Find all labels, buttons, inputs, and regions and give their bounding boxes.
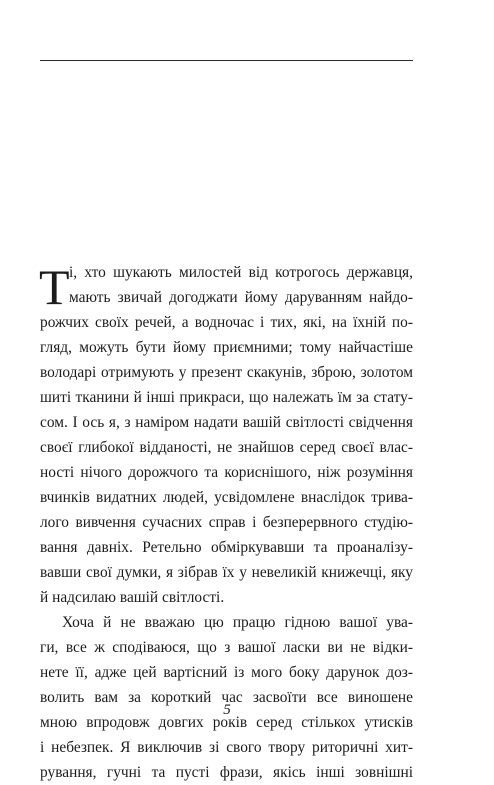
text-line: володарі отримують у презент скакунів, зброю, золотом: [40, 364, 413, 381]
text-line: гляд, можуть бути йому приємними; тому найчастіше: [40, 339, 413, 356]
paragraph-2: [40, 610, 413, 785]
text-line: сом. І ось я, з наміром надати вашій світлості свідчення: [40, 414, 413, 431]
text-line: ності нічого дорожчого та кориснішого, ніж розуміння: [40, 464, 413, 481]
text-line: рування, гучні та пусті фрази, якісь інші зовнішні: [40, 764, 413, 781]
text-line: шиті тканини й інші прикраси, що належать їм за стату-: [40, 389, 413, 406]
paragraph-1: [40, 260, 413, 610]
text-line: волить вам за короткий час засвоїти все виношене: [40, 689, 413, 706]
text-line: мною впродовж довгих років серед стількох утисків: [40, 714, 413, 731]
text-line: нете її, адже цей вартісний із мого боку дарунок доз-: [40, 664, 413, 681]
text-line: мають звичай догоджати йому даруванням найдо-: [69, 289, 413, 306]
text-line: і небезпек. Я виключив зі свого твору риторичні хит-: [40, 739, 413, 756]
text-line: й надсилаю вашій світлості.: [40, 589, 225, 606]
drop-cap: Т: [39, 259, 70, 315]
text-line: лого вивчення сучасних справ і безперервного студію-: [40, 514, 413, 531]
text-line: вавши свої думки, я зібрав їх у невеликій книжечці, яку: [40, 564, 413, 581]
page-number: 5: [223, 702, 231, 718]
text-line: ги, все ж сподіваюся, що з вашої ласки ви не відки-: [40, 639, 413, 656]
text-line: вчинків видатних людей, усвідомлене внаслідок трива-: [40, 489, 413, 506]
text-line: рожчих своїх речей, а водночас і тих, які, на їхній по-: [40, 314, 413, 331]
text-line: і, хто шукають милостей від котрогось державця,: [69, 264, 413, 281]
text-line: своєї глибокої відданості, не знайшов серед своєї влас-: [40, 439, 413, 456]
text-line: Хоча й не вважаю цю працю гідною вашої ува-: [62, 614, 413, 631]
text-line: вання давніх. Ретельно обміркувавши та проаналізу-: [40, 539, 413, 556]
header-rule: [40, 60, 413, 61]
